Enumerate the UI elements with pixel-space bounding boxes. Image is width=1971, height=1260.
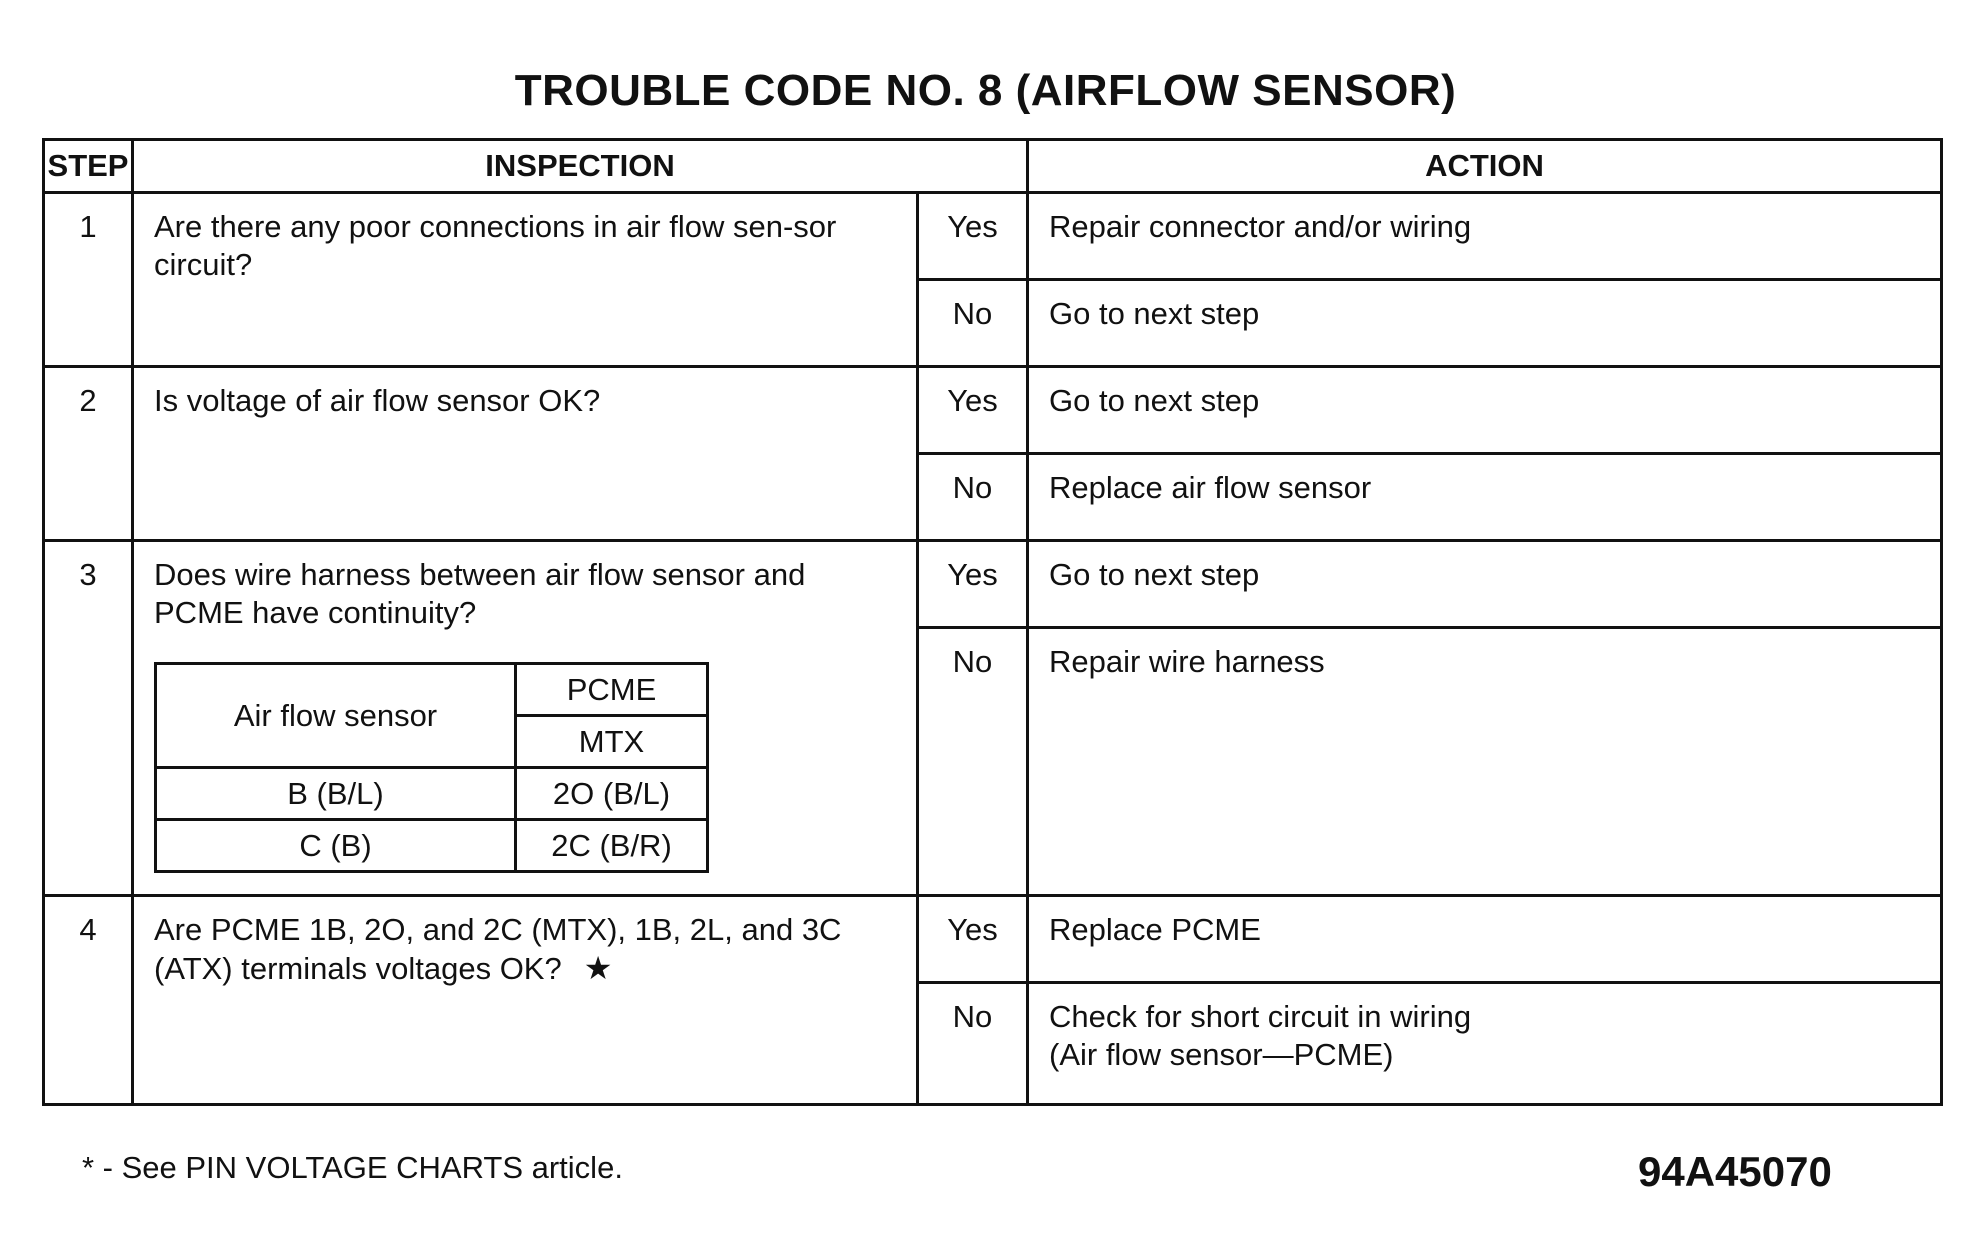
step-number: 3 [44, 541, 133, 896]
footnote: * - See PIN VOLTAGE CHARTS article. [82, 1150, 623, 1185]
pcme-terminal: 2C (B/R) [516, 820, 708, 872]
page-title: TROUBLE CODE NO. 8 (AIRFLOW SENSOR) [514, 66, 1457, 115]
no-label: No [918, 280, 1028, 367]
table-row [44, 541, 1942, 628]
inspection-text: Are there any poor connections in air flow sen-sor circuit? [133, 193, 918, 367]
sensor-terminal: C (B) [156, 820, 516, 872]
continuity-row [156, 768, 708, 820]
yes-action: Replace PCME [1028, 896, 1942, 983]
step-number: 1 [44, 193, 133, 367]
pcme-column-header: PCME [516, 664, 708, 716]
table-row [44, 193, 1942, 280]
no-action-line: Check for short circuit in wiring [1049, 999, 1472, 1034]
pcme-terminal: 2O (B/L) [516, 768, 708, 820]
inspection-text: Is voltage of air flow sensor OK? [133, 367, 918, 541]
action-header: ACTION [1028, 140, 1942, 193]
table-row [44, 896, 1942, 983]
inspection-text: Are PCME 1B, 2O, and 2C (MTX), 1B, 2L, and 3C (ATX) terminals voltages OK? [154, 912, 842, 986]
sensor-column-header: Air flow sensor [156, 664, 516, 768]
yes-action: Go to next step [1028, 367, 1942, 454]
no-action: Go to next step [1028, 280, 1942, 367]
inspection-text: Does wire harness between air flow sensor and PCME have continuity? [154, 557, 806, 630]
yes-label: Yes [918, 193, 1028, 280]
no-action: Replace air flow sensor [1028, 454, 1942, 541]
step-number: 4 [44, 896, 133, 1105]
no-label: No [918, 983, 1028, 1105]
yes-label: Yes [918, 541, 1028, 628]
step-number: 2 [44, 367, 133, 541]
no-action-line: (Air flow sensor—PCME) [1049, 1037, 1394, 1072]
mtx-subheader: MTX [516, 716, 708, 768]
step-header: STEP [44, 140, 133, 193]
yes-action: Repair connector and/or wiring [1028, 193, 1942, 280]
continuity-table [154, 662, 709, 873]
no-label: No [918, 628, 1028, 896]
inspection-cell [133, 896, 918, 1105]
no-label: No [918, 454, 1028, 541]
trouble-code-table [42, 138, 1943, 1106]
inspection-header: INSPECTION [133, 140, 1028, 193]
header-row [44, 140, 1942, 193]
no-action-cell [1028, 983, 1942, 1105]
inspection-cell [133, 541, 918, 896]
yes-label: Yes [918, 367, 1028, 454]
yes-action: Go to next step [1028, 541, 1942, 628]
no-action: Repair wire harness [1028, 628, 1942, 896]
yes-label: Yes [918, 896, 1028, 983]
continuity-row [156, 820, 708, 872]
table-row [44, 367, 1942, 454]
sensor-terminal: B (B/L) [156, 768, 516, 820]
figure-code: 94A45070 [1638, 1148, 1832, 1195]
star-icon: ★ [583, 950, 613, 986]
continuity-header-row [156, 664, 708, 716]
